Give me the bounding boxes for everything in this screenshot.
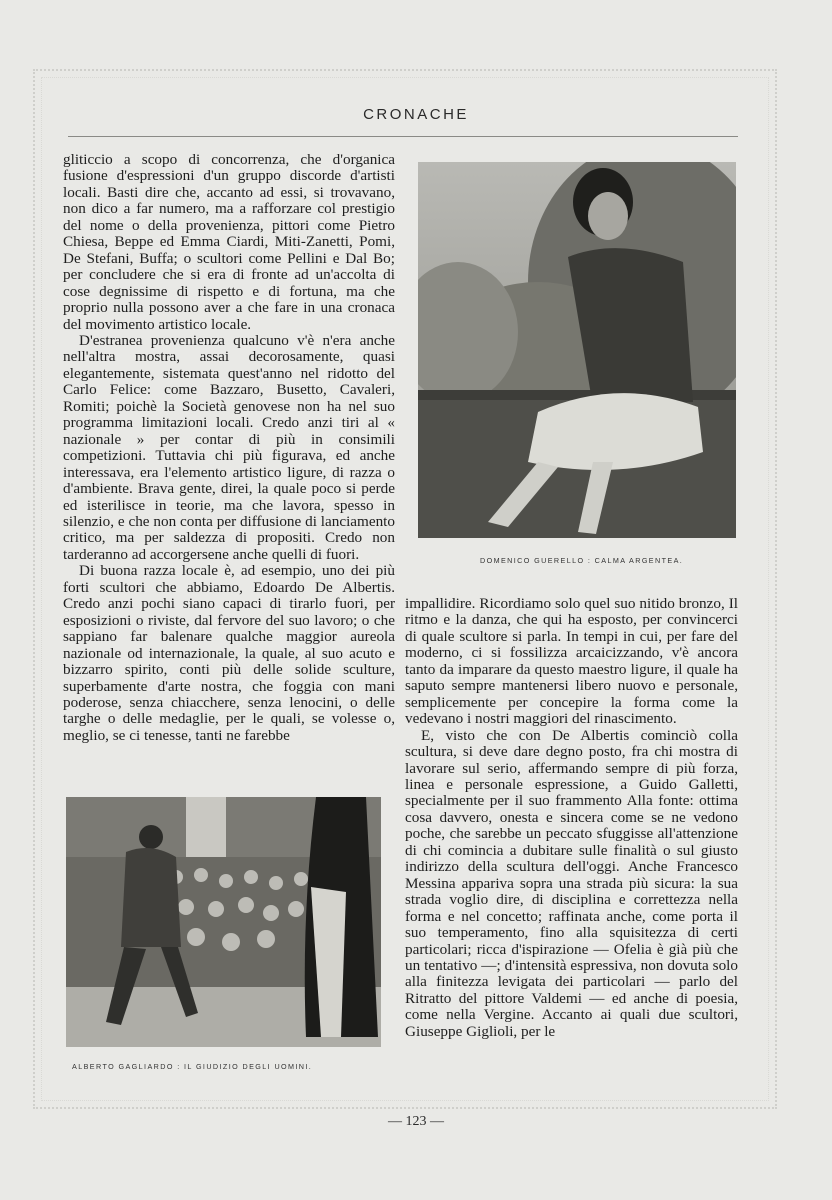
paragraph: Di buona razza locale è, ad esempio, uno dei più forti scultori che abbiamo, Edoardo De Albertis. Credo anzi pochi siano capaci di tirarlo fuori, per esposizioni o riviste, dal fervore del suo lavoro; o che sappiano far balenare qualche maggior aureola nazionale od internazionale, la quale, al suo acuto e bizzarro spirito, conti più delle solide sculture, superbamente d'arte nostra, che foggia con mani poderose, senza chiacchere, senza lenocini, o delle targhe o delle medaglie, per le quali, se volesse o, meglio, se ci tenesse, tanti ne farebbe [63, 562, 395, 744]
painting-calma-argentea [418, 162, 736, 538]
figure-caption: ALBERTO GAGLIARDO : IL GIUDIZIO DEGLI UOMINI. [72, 1062, 313, 1071]
paragraph: impallidire. Ricordiamo solo quel suo nitido bronzo, Il ritmo e la danza, che qui ha esposto, per convincerci di quale scultore si parla. In tempi in cui, per fare del moderno, ci si fossilizza arcaicizzando, v'è ancora tanto da imparare da questo maestro ligure, il quale ha saputo sempre mantenersi libero nuovo e personale, semplicemente per concepire la forma come la vedevano i nostri maggiori del rinascimento. [405, 595, 738, 728]
paragraph: gliticcio a scopo di concorrenza, che d'organica fusione d'espressioni d'un gruppo discorde d'artisti locali. Basti dire che, accanto ad essi, si trovavano, non dico a far numero, ma a rafforzare col prestigio del nome o della provenienza, pittori come Pietro Chiesa, Beppe ed Emma Ciardi, Miti-Zanetti, Pomi, De Stefani, Buffa; o scultori come Pellini e Dal Bo; per concludere che si era di fronte ad un'accolta di cose degnissime di rispetto e di fortuna, ma che proprio nulla possono aver a che fare in una cronaca del movimento artistico locale. [63, 151, 395, 333]
paragraph: E, visto che con De Albertis cominciò colla scultura, si deve dare degno posto, fra chi mostra di lavorare sul serio, affermando sempre di più forza, linea e personale espressione, a Guido Galletti, specialmente per il suo frammento Alla fonte: ottima cosa davvero, onesta e sincera come se ne vedono poche, che sarebbe un peccato sfuggisse all'attenzione di chi comincia a dubitare sulle finalità o sul giusto indirizzo della scultura dell'oggi. Anche Francesco Messina appariva sopra una strada più sicura: la sua strada voglio dire, di disciplina e correttezza nella forma e nel concetto; raffinata anche, come porta il suo temperamento, fino alla squisitezza di certi particolari; ricca d'ispirazione — Ofelia è già più che un tentativo —; d'intensità espressiva, non dovuta solo alla finitezza levigata dei particolari — parlo del Ritratto del pittore Valdemi — ed anche di poesia, come nella Vergine. Accanto ai quali due scultori, Giuseppe Giglioli, per le [405, 726, 738, 1040]
page-number: — 123 — [388, 1114, 444, 1129]
painting-giudizio-degli-uomini [66, 797, 381, 1047]
header-rule [68, 136, 738, 137]
paragraph: D'estranea provenienza qualcuno v'è n'era anche nell'altra mostra, assai decorosamente, quasi elegantemente, sistemata quest'anno nel ridotto del Carlo Felice: come Bazzaro, Busetto, Cavaleri, Romiti; poichè la Società genovese non ha nel suo programma limitazioni locali. Credo anzi tiri al « nazionale » per contar di più in consimili competizioni. Tuttavia chi più figurava, ed anche interessava, era l'elemento artistico ligure, di razza o d'ambiente. Brava gente, direi, la quale poco si perde ed isterilisce in teorie, ma che lavora, spesso in silenzio, e che non conta per diffusione di lanciamento critico, ma per saldezza di propositi. Credo non tarderanno ad accorgersene anche quelli di fuori. [63, 331, 395, 563]
right-text-column [405, 596, 738, 1040]
section-header: CRONACHE [363, 106, 469, 123]
figure-caption: DOMENICO GUERELLO : CALMA ARGENTEA. [480, 556, 684, 565]
left-text-column [63, 152, 395, 744]
